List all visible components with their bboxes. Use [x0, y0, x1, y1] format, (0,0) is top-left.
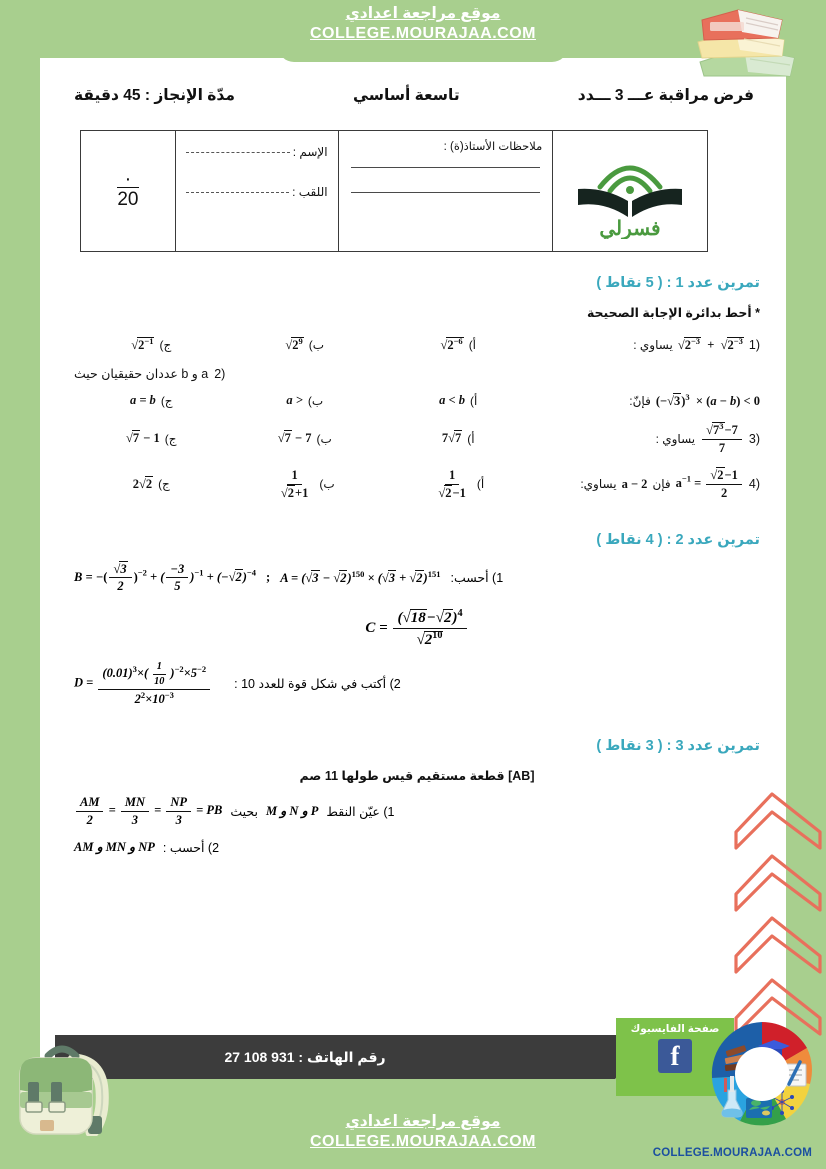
- question-1-expression: $√2^{-3} + √2^{-3}$: [677, 336, 743, 353]
- question-1-option-c[interactable]: [75, 336, 229, 353]
- exercise-3-question-1: [74, 795, 760, 827]
- exercise-3-q1-such-that: بحيث: [230, 804, 258, 819]
- phone-text: [55, 1035, 615, 1079]
- option-c-value: a = b: [129, 393, 156, 408]
- site-footer-tab: [278, 1097, 568, 1169]
- question-2-number: 2): [214, 366, 226, 381]
- option-c-value: 2√2: [132, 476, 153, 491]
- exercise-2-heading: تمرين عدد 2 : ( 4 نقاط ): [596, 531, 760, 548]
- student-identity-cell: [175, 131, 338, 251]
- question-3-equals-label: يساوي :: [655, 431, 696, 446]
- option-b-value: $\frac{1}{√2+1}$: [280, 468, 309, 500]
- expression-A: $A = (√3 - √2)^{150} \times (√3 + √2)^{151}$: [280, 569, 441, 586]
- exercise-3-q1-relation: $\frac{AM}{2}$ = $\frac{MN}{3}$ = $\frac{NP}{3}$ = PB: [74, 795, 222, 827]
- question-4-target: a − 2: [621, 476, 648, 491]
- option-a-value: $\frac{1}{√2-1}$: [438, 468, 466, 500]
- option-b-label: ب): [316, 431, 332, 446]
- student-name-label: الإسم :: [292, 145, 328, 159]
- teacher-notes-line-2[interactable]: [351, 192, 541, 193]
- question-4-number: 4): [748, 477, 760, 492]
- exercise-2-question-1: [74, 562, 760, 594]
- site-header-url: COLLEGE.MOURAJAA.COM: [310, 24, 536, 42]
- exam-title: فرض مراقبة عـــ 3 ـــدد: [577, 86, 754, 104]
- teacher-notes-cell: [338, 131, 553, 251]
- exam-duration: مدّة الإنجاز : 45 دقيقة: [74, 86, 235, 104]
- exercise-2-question-2: [74, 661, 760, 706]
- exercise-1-question-2: [74, 392, 760, 409]
- question-1-option-b[interactable]: [228, 336, 382, 353]
- site-header-tab: [278, 0, 568, 62]
- exercise-1-question-2-stem: [74, 366, 760, 381]
- logo-text: فسرلي: [599, 218, 661, 239]
- option-a-value: 7√7: [441, 431, 462, 446]
- question-2-option-b[interactable]: [228, 393, 382, 408]
- question-3-number: 3): [748, 431, 760, 446]
- score-fraction: [117, 168, 139, 211]
- student-surname-input[interactable]: [186, 192, 289, 193]
- exercise-1-question-4: [74, 468, 760, 500]
- site-header-arabic: موقع مراجعة اعدادي: [345, 5, 501, 22]
- exam-level: تاسعة أساسي: [353, 86, 460, 104]
- question-1-option-a[interactable]: [382, 336, 536, 353]
- question-4-stem: [535, 468, 760, 500]
- exercise-3-q2-label: 2) أحسب :: [162, 840, 220, 855]
- question-3-expression: $\frac{√7^3-7}{7}$: [700, 422, 744, 455]
- option-c-value: √7 − 1: [126, 431, 160, 446]
- exercise-3-intro: [AB] قطعة مستقيم قيس طولها 11 صم: [299, 769, 535, 784]
- student-name-input[interactable]: [186, 152, 290, 153]
- question-2-option-a[interactable]: [382, 393, 536, 408]
- exercise-1-question-3: [74, 422, 760, 455]
- question-2-text: a و b عددان حقيقيان حيث: [74, 367, 209, 382]
- site-footer-arabic: موقع مراجعة اعدادي: [345, 1113, 501, 1130]
- teacher-notes-line-1[interactable]: [351, 167, 541, 168]
- option-c-label: ج): [160, 393, 173, 408]
- education-ring-icon: [706, 1018, 818, 1130]
- exam-info-table: [80, 130, 708, 252]
- question-4-option-c[interactable]: [75, 477, 229, 492]
- exercise-3-q1-label: 1) عيّن النقط: [326, 804, 395, 819]
- question-2-option-c[interactable]: [75, 393, 229, 408]
- option-b-label: ب): [307, 393, 324, 408]
- question-4-option-b[interactable]: [228, 468, 382, 500]
- option-a-value: $√2^{-6}$: [440, 336, 463, 353]
- question-2-then-label: فإنّ:: [629, 393, 651, 408]
- student-surname-label: اللقب :: [292, 185, 328, 199]
- facebook-label: صفحة الفايسبوك: [630, 1023, 720, 1035]
- option-a-label: أ): [467, 431, 475, 446]
- question-4-expression: $a^{-1}$ = $\frac{√2-1}{2}$: [676, 468, 744, 500]
- option-a-value: a < b: [439, 393, 466, 408]
- question-4-then-label: فإن: [652, 477, 671, 492]
- exercise-3-heading: تمرين عدد 3 : ( 3 نقاط ): [596, 738, 760, 755]
- facebook-icon[interactable]: f: [658, 1039, 692, 1073]
- exam-content: [40, 275, 786, 867]
- option-c-value: $√2^{-1}$: [131, 336, 154, 353]
- backpack-icon: [4, 1028, 122, 1136]
- option-b-value: a >: [286, 393, 303, 408]
- exercise-3-question-2: [74, 839, 760, 855]
- corner-site-url: COLLEGE.MOURAJAA.COM: [652, 1147, 812, 1159]
- exercise-1-instruction: * أحط بدائرة الإجابة الصحيحة: [586, 306, 760, 320]
- books-stack-icon: [686, 2, 804, 80]
- logo-cell: [552, 131, 707, 251]
- question-1-number: 1): [748, 337, 760, 352]
- option-a-label: أ): [470, 393, 478, 408]
- option-c-label: ج): [159, 337, 172, 352]
- option-a-label: أ): [476, 477, 485, 492]
- phone-number: 27 108 931: [224, 1049, 295, 1065]
- phone-banner: [55, 1035, 615, 1079]
- option-b-value: $√2^9$: [285, 336, 303, 353]
- question-1-stem: [535, 336, 760, 353]
- question-1-options: [74, 336, 535, 353]
- question-4-option-a[interactable]: [382, 468, 536, 500]
- phone-label: رقم الهاتف :: [298, 1048, 386, 1065]
- teacher-notes-label: ملاحظات الأستاذ(ة) :: [443, 141, 543, 153]
- globe-icon: [746, 1098, 772, 1118]
- question-3-options: [74, 431, 535, 446]
- expression-C-row: [74, 608, 760, 650]
- expression-B: B = −( $\frac{√3}{2}$ )$^{-2}$ + ( $\frac{-3}{5}$ )$^{-1} + (-√2)^{-4}$: [74, 561, 257, 594]
- exercise-3-q2-items: AM و MN و NP: [74, 840, 155, 855]
- student-surname-row[interactable]: [186, 185, 328, 199]
- question-3-option-c[interactable]: [75, 431, 229, 446]
- fassirli-logo: [570, 143, 690, 239]
- exercise-2-q1-label: 1) أحسب:: [450, 571, 504, 586]
- question-1-equals-label: يساوي :: [633, 337, 673, 352]
- site-footer-url: COLLEGE.MOURAJAA.COM: [310, 1132, 536, 1150]
- exercise-2-q2-label: 2) أكتب في شكل قوة للعدد 10 :: [234, 677, 401, 692]
- question-3-option-b[interactable]: [228, 431, 382, 446]
- score-value[interactable]: ·: [124, 168, 132, 190]
- question-4-options: [74, 468, 535, 500]
- question-3-option-a[interactable]: [382, 431, 536, 446]
- option-c-label: ج): [164, 431, 177, 446]
- expression-C: C = $\frac{(√18-√2)^4}{√2^{10}}$: [365, 608, 468, 650]
- score-total: 20: [117, 189, 139, 210]
- question-3-stem: [535, 422, 760, 455]
- option-b-label: ب): [319, 477, 335, 492]
- question-4-equals-label: يساوي:: [580, 477, 617, 492]
- student-name-row[interactable]: [186, 145, 328, 159]
- option-c-label: ج): [158, 477, 170, 492]
- question-2-condition-group: [535, 392, 760, 409]
- score-cell: [81, 131, 175, 251]
- question-2-options: [74, 393, 535, 408]
- exercise-3-q1-points: M و N و P: [266, 804, 319, 819]
- expression-D: D = $(0.01)^3\times$( $\frac{1}{10}$ )$^{-2}\times 5^{-2}$ $2^2\times 10^{-3}$: [74, 661, 212, 706]
- expression-separator: ;: [266, 570, 271, 585]
- exercise-1-question-1: [74, 336, 760, 353]
- option-a-label: أ): [468, 337, 477, 352]
- exercise-1-heading: تمرين عدد 1 : ( 5 نقاط ): [596, 275, 760, 291]
- chevron-decoration-group: [734, 790, 826, 1040]
- option-b-value: √7 − 7: [277, 431, 312, 446]
- option-b-label: ب): [308, 337, 325, 352]
- exam-title-row: [40, 75, 786, 115]
- question-2-condition: $(-√3)^3 \times (a - b) < 0$: [655, 392, 760, 409]
